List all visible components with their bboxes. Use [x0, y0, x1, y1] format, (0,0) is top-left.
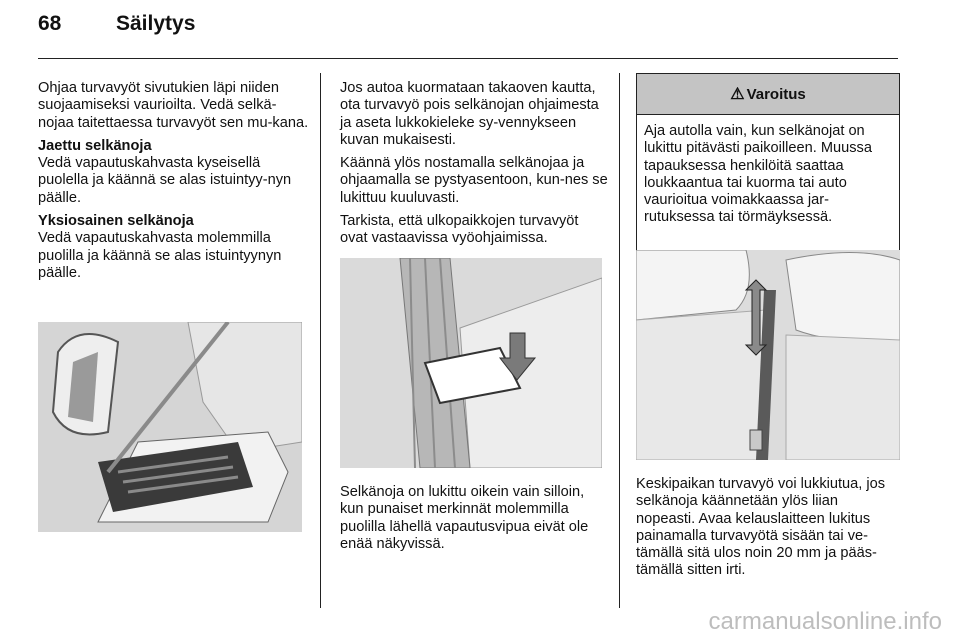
col1-paragraph-1: Ohjaa turvavyöt sivutukien läpi niiden suojaamiseksi vaurioilta. Vedä selkä-nojaa taitettaessa turvavyöt sen mu-kana. [38, 80, 309, 131]
column-divider-1 [320, 73, 321, 608]
col3-bottom-text [636, 476, 900, 586]
figure-center-belt [636, 250, 900, 460]
page-header [38, 12, 195, 36]
col2-paragraph-3: Tarkista, että ulkopaikkojen turvavyöt ovat vastaavissa vyöohjaimissa. [340, 213, 579, 247]
column-divider-2 [619, 73, 620, 608]
column-1 [38, 80, 310, 288]
col1-heading-one-piece-backrest: Yksiosainen selkänoja [38, 213, 194, 230]
col2-bottom-text [340, 484, 608, 559]
figure-folded-seat [38, 322, 302, 532]
warning-header [637, 74, 899, 115]
column-2 [340, 80, 608, 254]
figure-belt-tongue-recess [340, 258, 602, 468]
warning-title: Varoitus [746, 85, 806, 103]
col2-paragraph-4: Selkänoja on lukittu oikein vain silloin, kun punaiset merkinnät molemmilla puolilla lähellä vapautusvipua eivät ole enää näkyvissä. [340, 484, 589, 552]
col1-paragraph-2: Vedä vapautuskahvasta kyseisellä puolella ja käännä se alas istuintyy-nyn päälle. [38, 155, 292, 206]
warning-triangle-icon: ⚠ [730, 86, 745, 103]
col1-heading-split-backrest: Jaettu selkänoja [38, 137, 152, 154]
page-title: Säilytys [116, 12, 196, 35]
header-rule [38, 58, 898, 59]
warning-box [636, 73, 900, 268]
watermark: carmanualsonline.info [708, 608, 942, 635]
col1-paragraph-3: Vedä vapautuskahvasta molemmilla puolilla ja käännä se alas istuintyynyn päälle. [38, 230, 282, 281]
col2-paragraph-1: Jos autoa kuormataan takaoven kautta, ota turvavyö pois selkänojan ohjaimesta ja aseta lukkokieleke sy-vennykseen kuvan mukaisesti. [340, 80, 599, 148]
warning-text: Aja autolla vain, kun selkänojat on lukittu pitävästi paikoilleen. Muussa tapauksessa henkilöitä saattaa loukkaantua tai kuorma tai auto vaurioitua voimakkaassa jar-rutuksessa tai törmäyksessä. [644, 123, 872, 226]
col3-paragraph-1: Keskipaikan turvavyö voi lukkiutua, jos selkänoja käännetään ylös liian nopeasti. Avaa kelauslaitteen lukitus painamalla turvavyötä sisään tai ve-tämällä sitä ulos noin 20 mm ja pääs-tämällä sitten irti. [636, 476, 886, 579]
col2-paragraph-2: Käännä ylös nostamalla selkänojaa ja ohjaamalla se pystyasentoon, kun-nes se lukittuu kuuluvasti. [340, 155, 608, 206]
page-number: 68 [38, 12, 62, 35]
